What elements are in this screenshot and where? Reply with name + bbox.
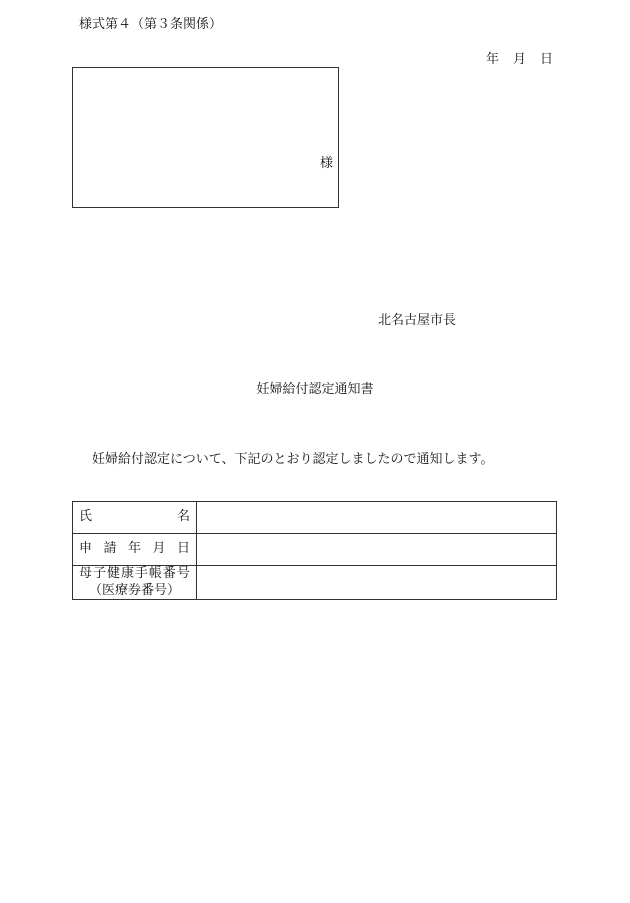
certification-info-table [72, 501, 557, 600]
label-medical-ticket-number: （医療券番号） [88, 582, 180, 598]
form-number: 様式第４（第３条関係） [79, 17, 223, 32]
value-name [197, 502, 557, 534]
label-char: 番 [162, 566, 176, 582]
notice-body-text: 妊婦給付認定について、下記のとおり認定しましたので通知します。 [92, 452, 494, 467]
label-application-date [73, 534, 197, 566]
label-char: 康 [120, 566, 134, 582]
recipient-address-box [72, 67, 339, 208]
label-char: 子 [92, 566, 106, 582]
label-char: 氏 [79, 509, 93, 525]
recipient-honorific: 様 [319, 156, 333, 171]
table-row-name [73, 502, 557, 534]
label-char: 日 [176, 541, 190, 557]
label-char: 年 [127, 541, 141, 557]
value-application-date [197, 534, 557, 566]
issue-date [472, 53, 553, 66]
label-char: 月 [152, 541, 166, 557]
date-day-label: 日 [540, 52, 554, 67]
table-row-handbook-number [73, 566, 557, 600]
value-handbook-number [197, 566, 557, 600]
date-month-label: 月 [513, 52, 527, 67]
table-row-application-date [73, 534, 557, 566]
label-char: 請 [103, 541, 117, 557]
label-char: 帳 [148, 566, 162, 582]
issuer-name: 北名古屋市長 [378, 313, 457, 328]
label-char: 申 [79, 541, 93, 557]
label-char: 手 [134, 566, 148, 582]
label-char: 母 [79, 566, 93, 582]
document-title: 妊婦給付認定通知書 [256, 382, 374, 397]
label-char: 号 [176, 566, 190, 582]
label-handbook-number [73, 566, 197, 600]
label-name [73, 502, 197, 534]
label-char: 健 [106, 566, 120, 582]
label-char: 名 [176, 509, 190, 525]
date-year-label: 年 [486, 52, 500, 67]
